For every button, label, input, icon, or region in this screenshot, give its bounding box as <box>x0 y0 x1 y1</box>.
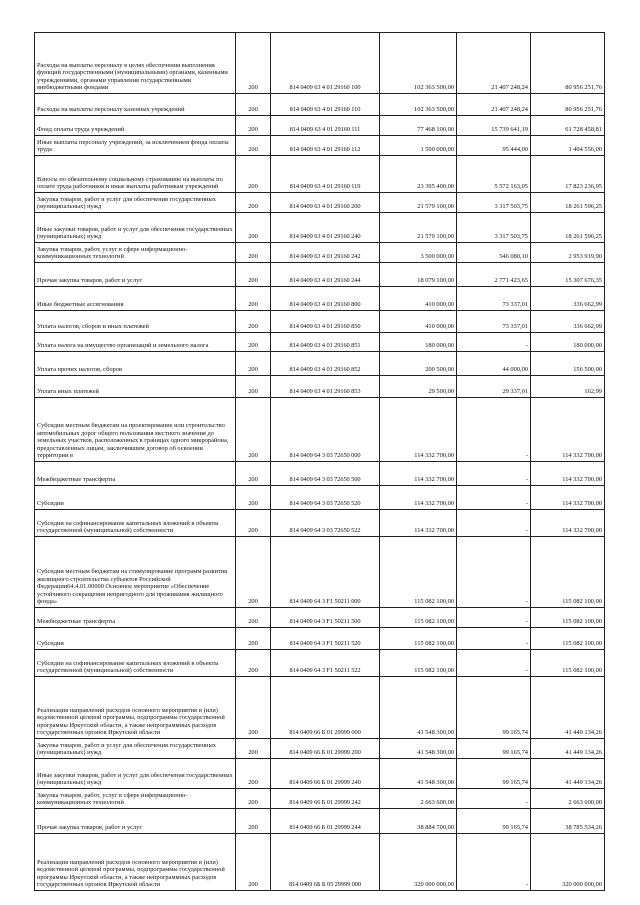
row-classification-code: 814 0409 66 Б 01 29999 200 <box>271 739 380 759</box>
table-row <box>35 677 605 739</box>
row-name: Субсидии на софинансирование капитальных вложений в объекты государственной (муниципальной) собственности <box>35 650 236 677</box>
table-row <box>35 376 605 398</box>
row-classification-code: 814 0409 66 Б 01 29999 242 <box>271 789 380 809</box>
row-name: Иные бюджетные ассигнования <box>35 287 236 311</box>
row-approved-value: 21 579 100,00 <box>380 213 457 243</box>
table-row <box>35 486 605 510</box>
row-remaining-value: 41 449 134,26 <box>531 759 605 789</box>
row-classification-code: 814 0409 63 4 01 29160 850 <box>271 311 380 333</box>
row-name: Закупка товаров, работ и услуг для обеспечения государственных (муниципальных) нужд <box>35 193 236 213</box>
table-row <box>35 608 605 628</box>
row-classification-code: 814 0409 64 3 03 72650 522 <box>271 510 380 537</box>
row-remaining-value: 114 332 700,00 <box>531 486 605 510</box>
row-classification-code: 814 0409 63 4 01 29160 200 <box>271 193 380 213</box>
row-remaining-value: 162,99 <box>531 376 605 398</box>
row-code: 200 <box>236 398 271 462</box>
row-executed-value: 21 407 248,24 <box>457 33 531 94</box>
row-approved-value: 410 000,00 <box>380 287 457 311</box>
table-row <box>35 263 605 287</box>
row-executed-value: - <box>457 834 531 891</box>
row-code: 200 <box>236 628 271 650</box>
row-approved-value: 77 468 100,00 <box>380 116 457 136</box>
row-name: Уплата прочих налогов, сборов <box>35 352 236 376</box>
row-classification-code: 814 0409 66 Б 01 29999 000 <box>271 677 380 739</box>
row-remaining-value: 114 332 700,00 <box>531 462 605 486</box>
row-code: 200 <box>236 834 271 891</box>
row-remaining-value: 38 785 534,26 <box>531 809 605 834</box>
budget-table-body <box>35 33 605 891</box>
row-name: Реализация направлений расходов основного мероприятия и (или) ведомственной целевой программы, подпрограммы государственной программы Иркутской области, а также непрограммных расходов государственных органов Иркутской области <box>35 834 236 891</box>
row-classification-code: 814 0409 63 4 01 29160 851 <box>271 333 380 352</box>
table-row <box>35 136 605 156</box>
table-row <box>35 650 605 677</box>
row-approved-value: 410 000,00 <box>380 311 457 333</box>
row-remaining-value: 180 000,00 <box>531 333 605 352</box>
row-code: 200 <box>236 311 271 333</box>
row-name: Закупка товаров, работ, услуг в сфере информационно-коммуникационных технологий <box>35 243 236 263</box>
row-code: 200 <box>236 156 271 193</box>
row-approved-value: 115 082 100,00 <box>380 650 457 677</box>
row-code: 200 <box>236 33 271 94</box>
row-approved-value: 18 079 100,00 <box>380 263 457 287</box>
row-name: Прочая закупка товаров, работ и услуг <box>35 809 236 834</box>
row-name: Фонд оплаты труда учреждений <box>35 116 236 136</box>
row-name: Иные закупки товаров, работ и услуг для обеспечения государственных (муниципальных) нужд <box>35 759 236 789</box>
row-code: 200 <box>236 136 271 156</box>
row-classification-code: 814 0409 63 4 01 29160 100 <box>271 33 380 94</box>
row-code: 200 <box>236 809 271 834</box>
row-classification-code: 814 0409 64 3 F1 50211 500 <box>271 608 380 628</box>
row-code: 200 <box>236 213 271 243</box>
row-classification-code: 814 0409 63 4 01 29160 110 <box>271 94 380 116</box>
table-row <box>35 94 605 116</box>
row-approved-value: 320 000 000,00 <box>380 834 457 891</box>
table-row <box>35 759 605 789</box>
row-classification-code: 814 0409 64 3 03 72650 520 <box>271 486 380 510</box>
row-executed-value: 3 317 503,75 <box>457 213 531 243</box>
row-name: Расходы на выплаты персоналу казенных учреждений <box>35 94 236 116</box>
table-row <box>35 739 605 759</box>
table-row <box>35 628 605 650</box>
row-remaining-value: 41 449 134,26 <box>531 739 605 759</box>
row-executed-value: - <box>457 510 531 537</box>
row-classification-code: 814 0409 63 4 01 29160 800 <box>271 287 380 311</box>
table-row <box>35 193 605 213</box>
row-classification-code: 814 0409 63 4 01 29160 244 <box>271 263 380 287</box>
row-code: 200 <box>236 537 271 608</box>
row-classification-code: 814 0409 63 4 01 29160 111 <box>271 116 380 136</box>
table-row <box>35 809 605 834</box>
row-remaining-value: 17 823 236,95 <box>531 156 605 193</box>
table-row <box>35 537 605 608</box>
row-code: 200 <box>236 352 271 376</box>
row-name: Реализация направлений расходов основного мероприятия и (или) ведомственной целевой программы, подпрограммы государственной программы Иркутской области, а также непрограммных расходов государственных органов Иркутской области <box>35 677 236 739</box>
row-executed-value: - <box>457 398 531 462</box>
row-approved-value: 200 500,00 <box>380 352 457 376</box>
row-remaining-value: 2 663 600,00 <box>531 789 605 809</box>
row-approved-value: 102 363 500,00 <box>380 33 457 94</box>
row-remaining-value: 18 261 596,25 <box>531 213 605 243</box>
row-approved-value: 114 332 700,00 <box>380 510 457 537</box>
row-executed-value: 95 444,00 <box>457 136 531 156</box>
row-approved-value: 41 548 300,00 <box>380 739 457 759</box>
row-approved-value: 21 579 100,00 <box>380 193 457 213</box>
row-approved-value: 102 363 500,00 <box>380 94 457 116</box>
row-classification-code: 814 0409 63 4 01 29160 853 <box>271 376 380 398</box>
row-remaining-value: 80 956 251,76 <box>531 33 605 94</box>
row-executed-value: - <box>457 608 531 628</box>
row-code: 200 <box>236 263 271 287</box>
row-executed-value: 21 407 248,24 <box>457 94 531 116</box>
row-approved-value: 41 548 300,00 <box>380 759 457 789</box>
row-approved-value: 29 500,00 <box>380 376 457 398</box>
row-code: 200 <box>236 193 271 213</box>
table-row <box>35 156 605 193</box>
row-executed-value: 3 317 503,75 <box>457 193 531 213</box>
table-row <box>35 789 605 809</box>
row-approved-value: 1 500 000,00 <box>380 136 457 156</box>
row-name: Закупка товаров, работ, услуг в сфере информационно-коммуникационных технологий <box>35 789 236 809</box>
row-code: 200 <box>236 287 271 311</box>
row-approved-value: 115 082 100,00 <box>380 537 457 608</box>
row-code: 200 <box>236 376 271 398</box>
row-classification-code: 814 0409 66 Б 01 29999 244 <box>271 809 380 834</box>
row-code: 200 <box>236 739 271 759</box>
row-executed-value: - <box>457 486 531 510</box>
row-name: Прочая закупка товаров, работ и услуг <box>35 263 236 287</box>
row-remaining-value: 115 082 100,00 <box>531 608 605 628</box>
row-name: Субсидии местным бюджетам на стимулирование программ развития жилищного строительства субъектов Российской Федерации64.4.01.00000 Основное мероприятие «Обеспечение устойчивого сокращения непригодного для проживания жилищного фонда» <box>35 537 236 608</box>
row-approved-value: 115 082 100,00 <box>380 628 457 650</box>
row-executed-value: 73 337,01 <box>457 287 531 311</box>
row-name: Межбюджетные трансферты <box>35 462 236 486</box>
row-name: Субсидии <box>35 628 236 650</box>
row-name: Субсидии на софинансирование капитальных вложений в объекты государственной (муниципальной) собственности <box>35 510 236 537</box>
row-name: Уплата налога на имущество организаций и земельного налога <box>35 333 236 352</box>
row-executed-value: - <box>457 789 531 809</box>
row-code: 200 <box>236 759 271 789</box>
table-row <box>35 510 605 537</box>
row-approved-value: 114 332 700,00 <box>380 398 457 462</box>
row-name: Закупка товаров, работ и услуг для обеспечения государственных (муниципальных) нужд <box>35 739 236 759</box>
table-row <box>35 33 605 94</box>
row-executed-value: 546 080,10 <box>457 243 531 263</box>
row-code: 200 <box>236 677 271 739</box>
row-approved-value: 3 500 000,00 <box>380 243 457 263</box>
row-classification-code: 814 0409 63 4 01 29160 242 <box>271 243 380 263</box>
row-remaining-value: 1 404 556,00 <box>531 136 605 156</box>
row-name: Уплата налогов, сборов и иных платежей <box>35 311 236 333</box>
row-name: Межбюджетные трансферты <box>35 608 236 628</box>
row-remaining-value: 61 728 458,81 <box>531 116 605 136</box>
row-classification-code: 814 0409 63 4 01 29160 240 <box>271 213 380 243</box>
row-code: 200 <box>236 462 271 486</box>
row-remaining-value: 115 082 100,00 <box>531 650 605 677</box>
row-executed-value: - <box>457 462 531 486</box>
row-classification-code: 814 0409 63 4 01 29160 112 <box>271 136 380 156</box>
table-row <box>35 311 605 333</box>
row-classification-code: 814 0409 64 3 F1 50211 000 <box>271 537 380 608</box>
row-executed-value: 99 165,74 <box>457 739 531 759</box>
row-executed-value: 5 572 163,05 <box>457 156 531 193</box>
row-remaining-value: 320 000 000,00 <box>531 834 605 891</box>
row-name: Расходы на выплаты персоналу в целях обеспечения выполнения функций государственными (муниципальными) органами, казенными учреждениями, органами управления государственными внебюджетными фондами <box>35 33 236 94</box>
row-executed-value: - <box>457 333 531 352</box>
row-name: Субсидии <box>35 486 236 510</box>
row-code: 200 <box>236 510 271 537</box>
table-row <box>35 352 605 376</box>
row-remaining-value: 2 953 919,90 <box>531 243 605 263</box>
table-row <box>35 462 605 486</box>
row-approved-value: 115 082 100,00 <box>380 608 457 628</box>
row-classification-code: 814 0409 64 3 F1 50211 520 <box>271 628 380 650</box>
row-executed-value: - <box>457 628 531 650</box>
row-remaining-value: 336 662,99 <box>531 311 605 333</box>
row-name: Иные закупки товаров, работ и услуг для обеспечения государственных (муниципальных) нужд <box>35 213 236 243</box>
row-name: Взносы по обязательному социальному страхованию на выплаты по оплате труда работников и иные выплаты работникам учреждений <box>35 156 236 193</box>
row-remaining-value: 80 956 251,76 <box>531 94 605 116</box>
row-executed-value: 99 165,74 <box>457 759 531 789</box>
row-remaining-value: 41 449 134,26 <box>531 677 605 739</box>
row-remaining-value: 336 662,99 <box>531 287 605 311</box>
table-row <box>35 834 605 891</box>
row-executed-value: 2 771 423,65 <box>457 263 531 287</box>
row-name: Субсидии местным бюджетам на проектирование или строительство автомобильных дорог общего пользования местного значения до земельных участков, расположенных в границах одного микрорайона, предоставленных лицам, заключившим договор об освоении территории в <box>35 398 236 462</box>
table-row <box>35 213 605 243</box>
row-remaining-value: 18 261 596,25 <box>531 193 605 213</box>
row-classification-code: 814 0409 6Б Б 05 29999 000 <box>271 834 380 891</box>
table-row <box>35 243 605 263</box>
row-remaining-value: 115 082 100,00 <box>531 537 605 608</box>
row-remaining-value: 114 332 700,00 <box>531 398 605 462</box>
row-remaining-value: 156 500,00 <box>531 352 605 376</box>
row-code: 200 <box>236 243 271 263</box>
row-approved-value: 114 332 700,00 <box>380 462 457 486</box>
row-executed-value: - <box>457 537 531 608</box>
row-classification-code: 814 0409 63 4 01 29160 119 <box>271 156 380 193</box>
row-remaining-value: 15 307 676,35 <box>531 263 605 287</box>
row-classification-code: 814 0409 66 Б 01 29999 240 <box>271 759 380 789</box>
row-code: 200 <box>236 486 271 510</box>
row-approved-value: 114 332 700,00 <box>380 486 457 510</box>
row-approved-value: 180 000,00 <box>380 333 457 352</box>
row-executed-value: 73 337,01 <box>457 311 531 333</box>
row-code: 200 <box>236 116 271 136</box>
row-executed-value: 99 165,74 <box>457 809 531 834</box>
table-row <box>35 398 605 462</box>
row-approved-value: 38 884 700,00 <box>380 809 457 834</box>
row-code: 200 <box>236 608 271 628</box>
row-classification-code: 814 0409 64 3 F1 50211 522 <box>271 650 380 677</box>
row-code: 200 <box>236 94 271 116</box>
row-approved-value: 2 663 600,00 <box>380 789 457 809</box>
row-classification-code: 814 0409 63 4 01 29160 852 <box>271 352 380 376</box>
row-code: 200 <box>236 650 271 677</box>
row-classification-code: 814 0409 64 3 03 72650 000 <box>271 398 380 462</box>
row-executed-value: 99 165,74 <box>457 677 531 739</box>
table-row <box>35 287 605 311</box>
row-executed-value: 15 739 641,19 <box>457 116 531 136</box>
row-name: Уплата иных платежей <box>35 376 236 398</box>
row-classification-code: 814 0409 64 3 03 72650 500 <box>271 462 380 486</box>
row-code: 200 <box>236 333 271 352</box>
table-row <box>35 333 605 352</box>
row-name: Иные выплаты персоналу учреждений, за исключением фонда оплаты труда <box>35 136 236 156</box>
budget-table <box>34 32 605 891</box>
row-approved-value: 23 395 400,00 <box>380 156 457 193</box>
row-approved-value: 41 548 300,00 <box>380 677 457 739</box>
row-remaining-value: 115 082 100,00 <box>531 628 605 650</box>
row-executed-value: 29 337,01 <box>457 376 531 398</box>
row-remaining-value: 114 332 700,00 <box>531 510 605 537</box>
row-executed-value: - <box>457 650 531 677</box>
row-executed-value: 44 000,00 <box>457 352 531 376</box>
table-row <box>35 116 605 136</box>
row-code: 200 <box>236 789 271 809</box>
